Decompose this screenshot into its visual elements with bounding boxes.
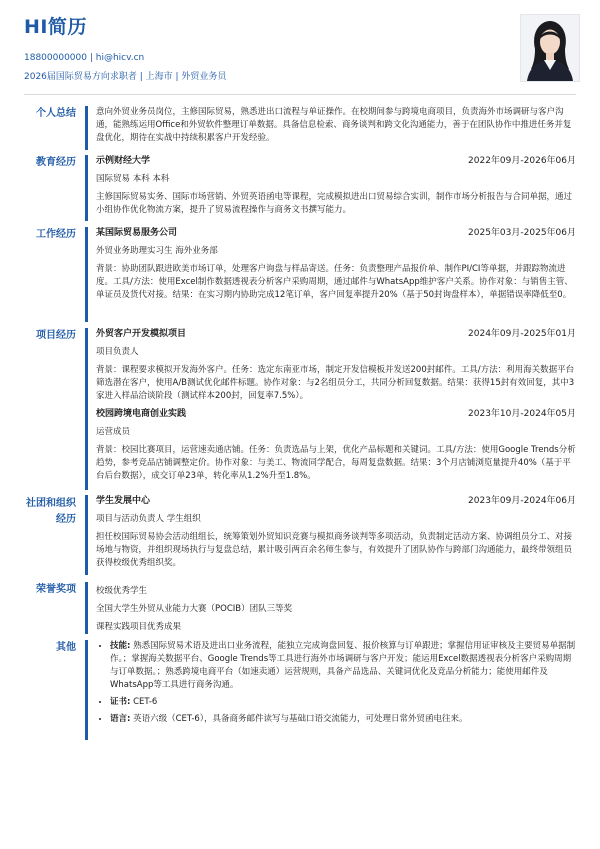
project-entry [96,328,576,403]
organization-date: 2023年09月-2024年06月 [468,496,576,506]
section-title: 社团和组织经历 [26,498,76,525]
education-degree: 国际贸易 本科 本科 [96,174,170,184]
summary-text: 意向外贸业务员岗位，主修国际贸易，熟悉进出口流程与单证操作。在校期间参与跨境电商项目，负责海外市场调研与客户沟通，能熟练运用Office和外贸软件整理订单数据。具备信息检索、商务谈判和跨文化沟通能力，善于在团队协作中推进任务并复盘优化，期待在实战中持续积累客户开发经验。 [96,107,572,143]
section-accent-bar [85,495,88,575]
work-desc: 背景：协助团队跟进欧美市场订单，处理客户询盘与样品寄送。任务：负责整理产品报价单、制作PI/CI等单据，并跟踪物流进度。工具/方法：使用Excel制作数据透视表分析客户采购周期，通过邮件与WhatsApp维护客户关系。协作对象：与销售主管、单证员及货代对接。结果：在实习期内协助完成12笔订单，客户回复率提升20%（基于50封询盘样本），单据错误率降低至0。 [96,264,573,300]
awards-list [96,582,576,636]
section-title: 荣誉奖项 [36,584,76,595]
section-awards [0,582,600,634]
project-entry [96,408,576,483]
resume-header [24,12,464,82]
candidate-name: HI简历 [24,16,87,38]
section-summary [0,106,600,154]
skills-key: 技能: [110,641,131,651]
project-role: 项目负责人 [96,347,139,357]
organization-role: 项目与活动负责人 学生组织 [96,514,201,524]
organization-title: 学生发展中心 [96,496,151,506]
language-item [110,713,576,726]
certificate-key: 证书: [110,697,131,707]
school-name: 示例财经大学 [96,156,151,166]
section-accent-bar [85,582,88,634]
skills-item [110,640,576,692]
language-value: 英语六级（CET-6），具备商务邮件读写与基础口语交流能力，可处理日常外贸函电往来。 [130,714,468,724]
organization-desc: 担任校国际贸易协会活动组组长，统筹策划外贸知识竞赛与模拟商务谈判等多项活动，负责制定活动方案、协调组员分工、对接场地与物资，并组织现场执行与复盘总结，累计吸引两百余名师生参与，有效提升了团队协作与跨部门沟通能力，最终带领组员获得校级优秀组织奖。 [96,532,573,568]
section-title: 项目经历 [36,330,76,341]
section-accent-bar [85,155,88,221]
project-role: 运营成员 [96,427,131,437]
organization-entry [96,495,576,570]
education-date: 2022年09月-2026年06月 [468,156,576,166]
education-entry [96,155,576,217]
section-title: 教育经历 [36,157,76,168]
language-key: 语言: [110,714,131,724]
section-education [0,155,600,221]
award-item: 全国大学生外贸从业能力大赛（POCIB）团队三等奖 [96,604,293,614]
project-title: 外贸客户开发模拟项目 [96,329,187,339]
section-accent-bar [85,106,88,150]
project-desc: 背景：课程要求模拟开发海外客户。任务：选定东南亚市场，制定开发信模板并发送200封邮件。工具/方法：利用海关数据平台筛选潜在客户，使用A/B测试优化邮件标题。协作对象：与2名组员分工，共同分析回复数据。结果：获得15封有效回复，其中3家进入样品洽谈阶段（测试样本200封，回复率7.5%）。 [96,365,575,401]
award-item: 校级优秀学生 [96,586,148,596]
header-divider [24,94,576,95]
project-title: 校园跨境电商创业实践 [96,409,187,419]
section-title: 个人总结 [36,108,76,119]
job-intent: 2026届国际贸易方向求职者 | 上海市 | 外贸业务员 [24,72,227,82]
section-accent-bar [85,640,88,740]
education-desc: 主修国际贸易实务、国际市场营销、外贸英语函电等课程，完成模拟进出口贸易综合实训，制作市场分析报告与合同单据，通过小组协作优化物流方案，提升了贸易流程操作与商务文书撰写能力。 [96,192,573,215]
section-title: 工作经历 [36,229,76,240]
company-name: 某国际贸易服务公司 [96,228,178,238]
project-date: 2023年10月-2024年05月 [468,409,576,419]
certificate-item [110,696,576,709]
section-organizations [0,495,600,575]
contact-info: 18800000000 | hi@hicv.cn [24,53,145,63]
section-title: 其他 [56,642,76,653]
section-projects [0,328,600,490]
project-date: 2024年09月-2025年01月 [468,329,576,339]
other-list [96,640,576,730]
section-other [0,640,600,740]
section-accent-bar [85,227,88,322]
work-role: 外贸业务助理实习生 海外业务部 [96,246,218,256]
project-desc: 背景：校园比赛项目，运营速卖通店铺。任务：负责选品与上架，优化产品标题和关键词。工具/方法：使用Google Trends分析趋势，参考竞品店铺调整定价。协作对象：与美工、物流同学配合，每周复盘数据。结果：3个月店铺浏览量提升40%（基于平台后台数据），成交订单23单，转化率从1.2%升至1.8%。 [96,445,576,481]
award-item: 课程实践项目优秀成果 [96,622,182,632]
section-work [0,227,600,322]
skills-value: 熟悉国际贸易术语及进出口业务流程，能独立完成询盘回复、报价核算与订单跟进；掌握信用证审核及主要贸易单据制作。；掌握海关数据平台、Google Trends等工具进行海外市场调研与客户开发；能运用Excel数据透视表分析客户采购周期与订单数据。；熟悉跨境电商平台（如速卖通）运营规则，具备产品选品、关键词优化及竞品分析能力；能使用邮件及WhatsApp等工具进行商务沟通。 [110,641,576,690]
profile-photo [520,14,580,82]
work-entry [96,227,576,302]
work-date: 2025年03月-2025年06月 [468,228,576,238]
portrait-image [521,15,579,81]
certificate-value: CET-6 [130,697,158,707]
section-accent-bar [85,328,88,490]
